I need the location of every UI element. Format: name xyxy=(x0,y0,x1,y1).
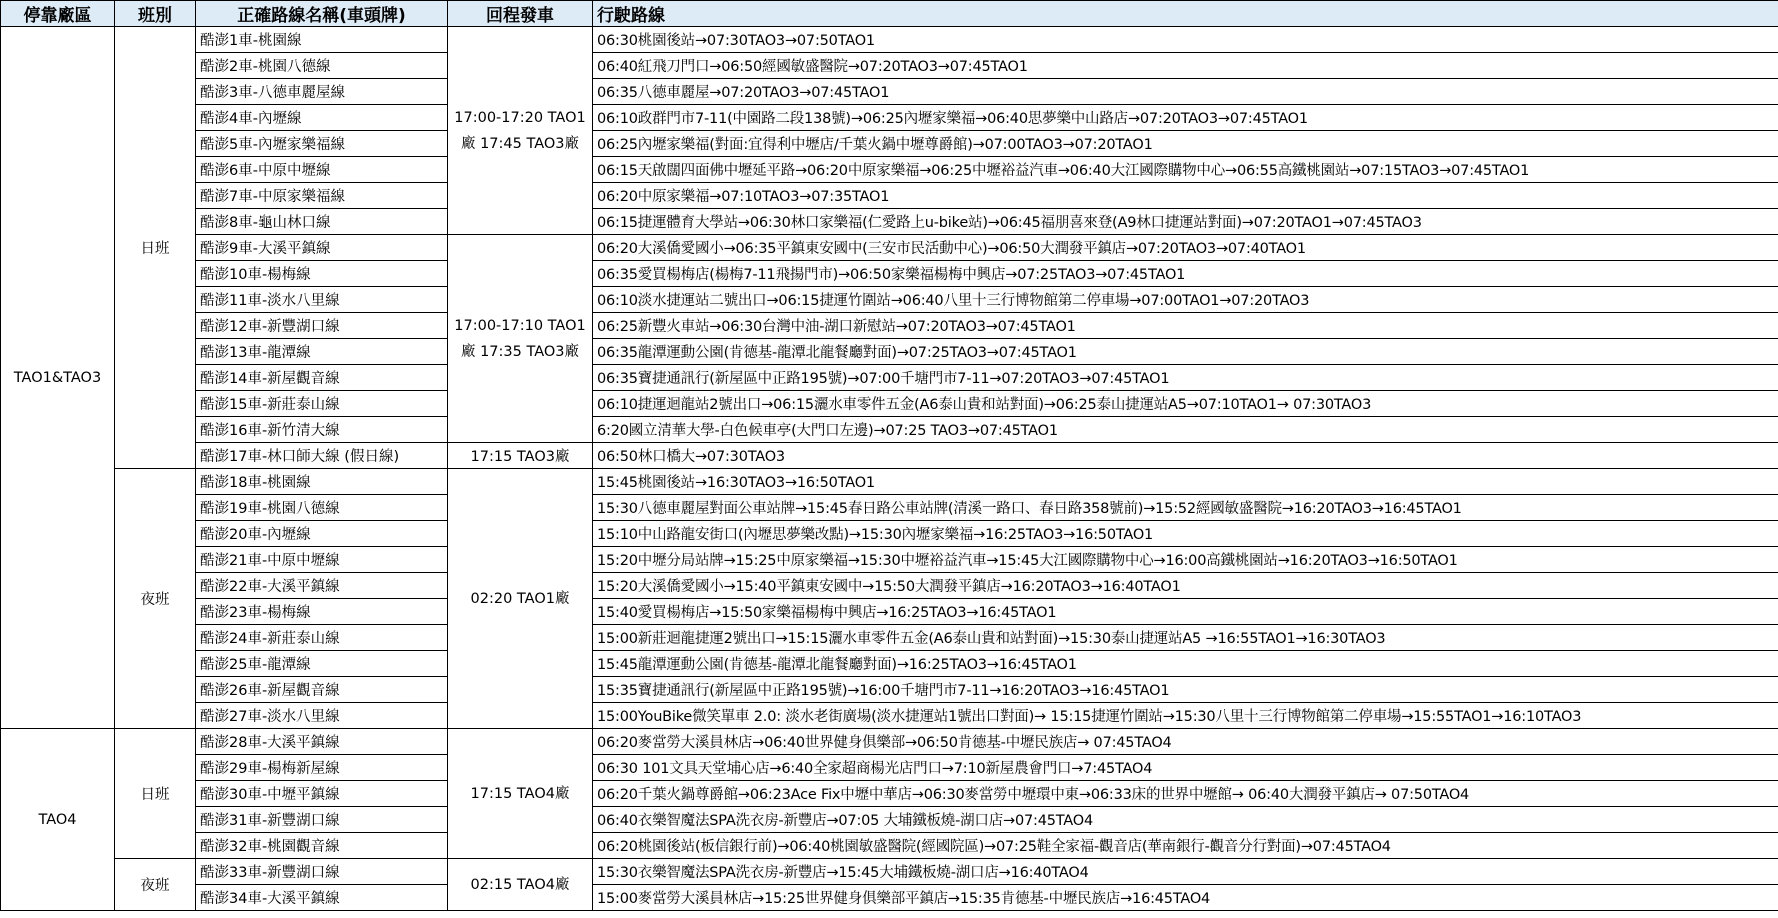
route-cell: 15:35寶捷通訊行(新屋區中正路195號)→16:00千塘門市7-11→16:20TAO3→16:45TAO1 xyxy=(593,677,1778,703)
table-row xyxy=(1,105,1778,131)
table-row xyxy=(1,807,1778,833)
table-row xyxy=(1,183,1778,209)
table-row xyxy=(1,261,1778,287)
route-name-cell: 酷澎8車-龜山林口線 xyxy=(196,209,448,235)
return-departure-cell: 17:00-17:20 TAO1廠 17:45 TAO3廠 xyxy=(448,27,593,235)
route-name-cell: 酷澎12車-新豐湖口線 xyxy=(196,313,448,339)
shift-cell: 日班 xyxy=(115,27,196,469)
header-shift: 班別 xyxy=(115,1,196,27)
table-row xyxy=(1,599,1778,625)
route-cell: 06:10捷運迴龍站2號出口→06:15灑水車零件五金(A6泰山貴和站對面)→06:25泰山捷運站A5→07:10TAO1→ 07:30TAO3 xyxy=(593,391,1778,417)
table-row xyxy=(1,365,1778,391)
route-name-cell: 酷澎34車-大溪平鎮線 xyxy=(196,885,448,911)
route-cell: 15:20大溪僑愛國小→15:40平鎮東安國中→15:50大潤發平鎮店→16:20TAO3→16:40TAO1 xyxy=(593,573,1778,599)
table-row xyxy=(1,495,1778,521)
route-name-cell: 酷澎24車-新莊泰山線 xyxy=(196,625,448,651)
route-cell: 06:20桃園後站(板信銀行前)→06:40桃園敏盛醫院(經國院區)→07:25鞋全家福-觀音店(華南銀行-觀音分行對面)→07:45TAO4 xyxy=(593,833,1778,859)
route-name-cell: 酷澎10車-楊梅線 xyxy=(196,261,448,287)
route-cell: 06:35龍潭運動公園(肯德基-龍潭北龍餐廳對面)→07:25TAO3→07:45TAO1 xyxy=(593,339,1778,365)
route-cell: 06:20大溪僑愛國小→06:35平鎮東安國中(三安市民活動中心)→06:50大潤發平鎮店→07:20TAO3→07:40TAO1 xyxy=(593,235,1778,261)
table-row xyxy=(1,859,1778,885)
table-row xyxy=(1,521,1778,547)
header-route-name: 正確路線名稱(車頭牌) xyxy=(196,1,448,27)
route-cell: 15:10中山路龍安街口(內壢思夢樂改點)→15:30內壢家樂福→16:25TAO3→16:50TAO1 xyxy=(593,521,1778,547)
route-cell: 06:30桃園後站→07:30TAO3→07:50TAO1 xyxy=(593,27,1778,53)
route-name-cell: 酷澎11車-淡水八里線 xyxy=(196,287,448,313)
table-row xyxy=(1,235,1778,261)
route-cell: 15:45桃園後站→16:30TAO3→16:50TAO1 xyxy=(593,469,1778,495)
table-row xyxy=(1,703,1778,729)
route-name-cell: 酷澎30車-中壢平鎮線 xyxy=(196,781,448,807)
route-name-cell: 酷澎32車-桃園觀音線 xyxy=(196,833,448,859)
shift-cell: 日班 xyxy=(115,729,196,859)
route-name-cell: 酷澎31車-新豐湖口線 xyxy=(196,807,448,833)
table-row xyxy=(1,209,1778,235)
table-row xyxy=(1,417,1778,443)
table-row xyxy=(1,339,1778,365)
header-depot: 停靠廠區 xyxy=(1,1,115,27)
header-return-departure: 回程發車 xyxy=(448,1,593,27)
depot-cell: TAO4 xyxy=(1,729,115,911)
route-name-cell: 酷澎1車-桃園線 xyxy=(196,27,448,53)
route-cell: 15:45龍潭運動公園(肯德基-龍潭北龍餐廳對面)→16:25TAO3→16:45TAO1 xyxy=(593,651,1778,677)
route-cell: 06:50林口橋大→07:30TAO3 xyxy=(593,443,1778,469)
route-cell: 06:10政群門市7-11(中園路二段138號)→06:25內壢家樂福→06:40思夢樂中山路店→07:20TAO3→07:45TAO1 xyxy=(593,105,1778,131)
route-cell: 06:35寶捷通訊行(新屋區中正路195號)→07:00千塘門市7-11→07:20TAO3→07:45TAO1 xyxy=(593,365,1778,391)
route-cell: 06:25新豐火車站→06:30台灣中油-湖口新慰站→07:20TAO3→07:45TAO1 xyxy=(593,313,1778,339)
return-departure-cell: 02:20 TAO1廠 xyxy=(448,469,593,729)
route-cell: 06:35愛買楊梅店(楊梅7-11飛揚門市)→06:50家樂福楊梅中興店→07:25TAO3→07:45TAO1 xyxy=(593,261,1778,287)
return-departure-cell: 17:00-17:10 TAO1廠 17:35 TAO3廠 xyxy=(448,235,593,443)
route-name-cell: 酷澎2車-桃園八德線 xyxy=(196,53,448,79)
depot-cell: TAO1&TAO3 xyxy=(1,27,115,729)
shift-cell: 夜班 xyxy=(115,469,196,729)
route-name-cell: 酷澎22車-大溪平鎮線 xyxy=(196,573,448,599)
table-row xyxy=(1,651,1778,677)
table-row xyxy=(1,885,1778,911)
shift-cell: 夜班 xyxy=(115,859,196,911)
route-cell: 06:40衣樂智魔法SPA洗衣房-新豐店→07:05 大埔鐵板燒-湖口店→07:45TAO4 xyxy=(593,807,1778,833)
table-row xyxy=(1,755,1778,781)
route-name-cell: 酷澎5車-內壢家樂福線 xyxy=(196,131,448,157)
route-name-cell: 酷澎28車-大溪平鎮線 xyxy=(196,729,448,755)
table-row xyxy=(1,313,1778,339)
table-row xyxy=(1,729,1778,755)
route-name-cell: 酷澎4車-內壢線 xyxy=(196,105,448,131)
table-row xyxy=(1,625,1778,651)
route-cell: 6:20國立清華大學-白色候車亭(大門口左邊)→07:25 TAO3→07:45TAO1 xyxy=(593,417,1778,443)
table-row xyxy=(1,573,1778,599)
table-row xyxy=(1,53,1778,79)
route-cell: 06:15捷運體育大學站→06:30林口家樂福(仁愛路上u-bike站)→06:45福朋喜來登(A9林口捷運站對面)→07:20TAO1→07:45TAO3 xyxy=(593,209,1778,235)
route-cell: 06:15天啟闊四面佛中壢延平路→06:20中原家樂福→06:25中壢裕益汽車→06:40大江國際購物中心→06:55高鐵桃園站→07:15TAO3→07:45TAO1 xyxy=(593,157,1778,183)
route-cell: 15:20中壢分局站牌→15:25中原家樂福→15:30中壢裕益汽車→15:45大江國際購物中心→16:00高鐵桃園站→16:20TAO3→16:50TAO1 xyxy=(593,547,1778,573)
return-departure-cell: 17:15 TAO4廠 xyxy=(448,729,593,859)
route-name-cell: 酷澎29車-楊梅新屋線 xyxy=(196,755,448,781)
table-row xyxy=(1,391,1778,417)
route-cell: 06:35八德車麗屋→07:20TAO3→07:45TAO1 xyxy=(593,79,1778,105)
route-name-cell: 酷澎3車-八德車麗屋線 xyxy=(196,79,448,105)
route-cell: 06:20千葉火鍋尊爵館→06:23Ace Fix中壢中華店→06:30麥當勞中壢環中東→06:33床的世界中壢館→ 06:40大潤發平鎮店→ 07:50TAO4 xyxy=(593,781,1778,807)
route-cell: 15:00YouBike微笑單車 2.0: 淡水老街廣場(淡水捷運站1號出口對面)→ 15:15捷運竹圍站→15:30八里十三行博物館第二停車場→15:55TAO1→16:10TAO3 xyxy=(593,703,1778,729)
route-cell: 06:20麥當勞大溪員林店→06:40世界健身俱樂部→06:50肯德基-中壢民族店→ 07:45TAO4 xyxy=(593,729,1778,755)
return-departure-cell: 02:15 TAO4廠 xyxy=(448,859,593,911)
route-name-cell: 酷澎15車-新莊泰山線 xyxy=(196,391,448,417)
route-name-cell: 酷澎33車-新豐湖口線 xyxy=(196,859,448,885)
table-row xyxy=(1,677,1778,703)
route-name-cell: 酷澎17車-林口師大線 (假日線) xyxy=(196,443,448,469)
header-row xyxy=(1,1,1778,27)
table-row xyxy=(1,443,1778,469)
table-row xyxy=(1,287,1778,313)
route-cell: 06:25內壢家樂福(對面:宜得利中壢店/千葉火鍋中壢尊爵館)→07:00TAO3→07:20TAO1 xyxy=(593,131,1778,157)
route-name-cell: 酷澎16車-新竹清大線 xyxy=(196,417,448,443)
route-cell: 15:30衣樂智魔法SPA洗衣房-新豐店→15:45大埔鐵板燒-湖口店→16:40TAO4 xyxy=(593,859,1778,885)
route-name-cell: 酷澎7車-中原家樂福線 xyxy=(196,183,448,209)
route-cell: 06:10淡水捷運站二號出口→06:15捷運竹圍站→06:40八里十三行博物館第二停車場→07:00TAO1→07:20TAO3 xyxy=(593,287,1778,313)
route-cell: 06:20中原家樂福→07:10TAO3→07:35TAO1 xyxy=(593,183,1778,209)
route-name-cell: 酷澎13車-龍潭線 xyxy=(196,339,448,365)
return-departure-cell: 17:15 TAO3廠 xyxy=(448,443,593,469)
route-name-cell: 酷澎26車-新屋觀音線 xyxy=(196,677,448,703)
route-cell: 06:30 101文具天堂埔心店→6:40全家超商楊光店門口→7:10新屋農會門口→7:45TAO4 xyxy=(593,755,1778,781)
route-name-cell: 酷澎20車-內壢線 xyxy=(196,521,448,547)
route-cell: 15:40愛買楊梅店→15:50家樂福楊梅中興店→16:25TAO3→16:45TAO1 xyxy=(593,599,1778,625)
route-name-cell: 酷澎25車-龍潭線 xyxy=(196,651,448,677)
route-name-cell: 酷澎14車-新屋觀音線 xyxy=(196,365,448,391)
route-name-cell: 酷澎18車-桃園線 xyxy=(196,469,448,495)
header-driving-route: 行駛路線 xyxy=(593,1,1778,27)
table-row xyxy=(1,79,1778,105)
table-row xyxy=(1,833,1778,859)
route-cell: 15:00新莊迴龍捷運2號出口→15:15灑水車零件五金(A6泰山貴和站對面)→15:30泰山捷運站A5 →16:55TAO1→16:30TAO3 xyxy=(593,625,1778,651)
route-cell: 15:00麥當勞大溪員林店→15:25世界健身俱樂部平鎮店→15:35肯德基-中壢民族店→16:45TAO4 xyxy=(593,885,1778,911)
route-name-cell: 酷澎27車-淡水八里線 xyxy=(196,703,448,729)
route-name-cell: 酷澎23車-楊梅線 xyxy=(196,599,448,625)
route-cell: 06:40紅飛刀門口→06:50經國敏盛醫院→07:20TAO3→07:45TAO1 xyxy=(593,53,1778,79)
table-row xyxy=(1,27,1778,53)
route-name-cell: 酷澎19車-桃園八德線 xyxy=(196,495,448,521)
route-name-cell: 酷澎21車-中原中壢線 xyxy=(196,547,448,573)
table-row xyxy=(1,781,1778,807)
route-cell: 15:30八德車麗屋對面公車站牌→15:45春日路公車站牌(清溪一路口、春日路358號前)→15:52經國敏盛醫院→16:20TAO3→16:45TAO1 xyxy=(593,495,1778,521)
table-row xyxy=(1,469,1778,495)
table-row xyxy=(1,131,1778,157)
table-row xyxy=(1,157,1778,183)
route-name-cell: 酷澎6車-中原中壢線 xyxy=(196,157,448,183)
route-name-cell: 酷澎9車-大溪平鎮線 xyxy=(196,235,448,261)
table-row xyxy=(1,547,1778,573)
